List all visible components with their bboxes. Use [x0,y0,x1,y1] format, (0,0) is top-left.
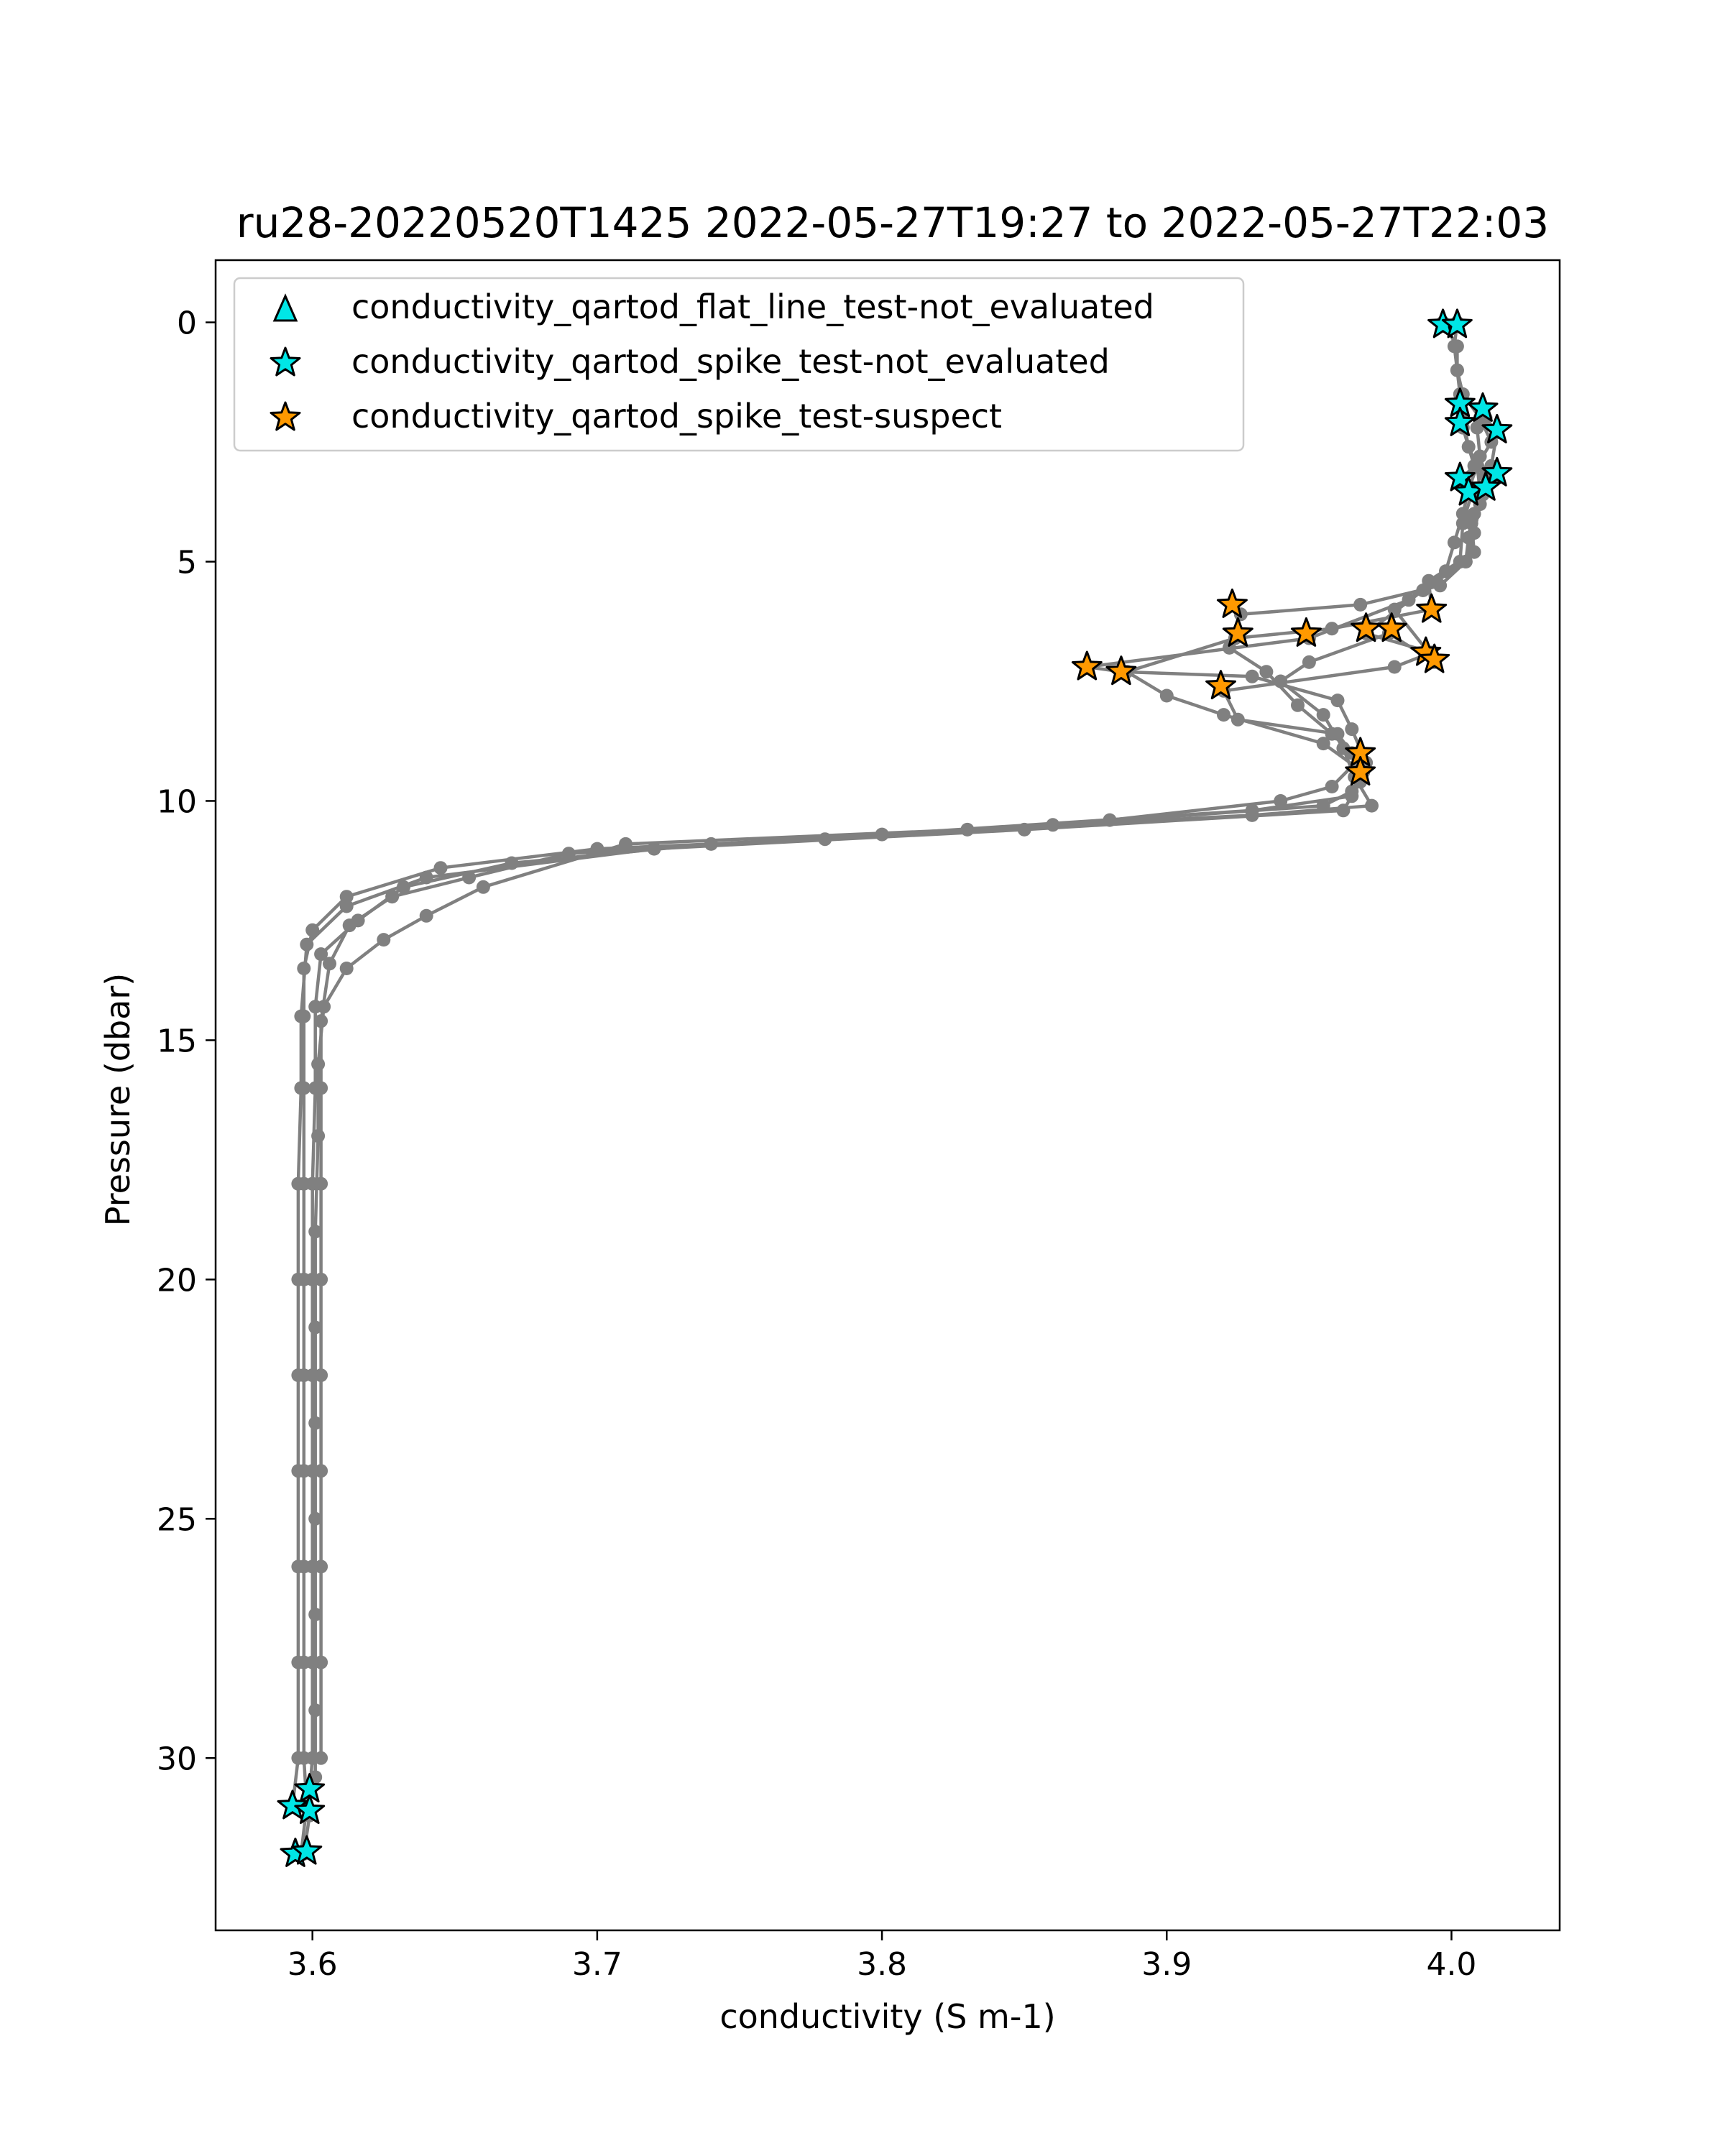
x-tick-label: 3.7 [571,1946,622,1983]
chart-title: ru28-20220520T1425 2022-05-27T19:27 to 2022-05-27T22:03 [236,198,1550,247]
profile-point [1345,789,1358,803]
profile-point [291,1560,305,1573]
profile-point [377,933,390,946]
profile-point [1459,555,1473,568]
profile-point [434,861,448,875]
profile-point [1231,713,1245,727]
profile-point [1471,421,1484,435]
profile-point [1353,598,1367,612]
profile-point [385,890,399,903]
profile-point [323,957,336,970]
profile-point [340,900,354,913]
profile-point [340,962,354,975]
profile-point [291,1751,305,1765]
profile-point [294,1010,308,1023]
profile-point [1302,655,1316,669]
profile-point [562,847,576,860]
profile-point [314,1082,328,1095]
profile-point [1336,803,1350,817]
profile-point [291,1464,305,1478]
profile-point [294,1082,308,1095]
profile-point [1365,799,1379,813]
y-tick-label: 10 [157,783,197,821]
y-tick-label: 30 [157,1741,197,1778]
profile-point [291,1273,305,1286]
profile-point [314,1464,328,1478]
legend-label-spike-suspect: conductivity_qartod_spike_test-suspect [351,397,1003,436]
profile-point [291,1177,305,1191]
profile-point [1450,364,1464,377]
profile-point [1317,737,1330,750]
profile-point [1217,708,1230,722]
profile-point [314,1656,328,1669]
profile-point [300,938,313,952]
y-tick-label: 20 [157,1262,197,1299]
profile-point [1448,535,1461,549]
profile-point [343,918,356,932]
profile-point [314,1014,328,1028]
profile-point [1448,339,1461,353]
profile-point [314,1751,328,1765]
profile-point [1331,727,1345,741]
profile-point [1345,722,1358,736]
legend-label-flat-line: conductivity_qartod_flat_line_test-not_evaluated [351,287,1154,326]
profile-point [875,828,889,842]
y-tick-label: 5 [177,544,197,581]
profile-point [314,1177,328,1191]
profile-point [420,909,433,923]
profile-point [314,1273,328,1286]
profile-point [1246,670,1259,683]
profile-point [1325,780,1339,793]
legend-label-spike-not-evaluated: conductivity_qartod_spike_test-not_evaluated [351,342,1110,381]
x-axis-label: conductivity (S m-1) [719,1997,1056,2036]
y-tick-label: 15 [157,1023,197,1060]
profile-point [477,880,490,894]
x-tick-label: 3.9 [1141,1946,1192,1983]
y-axis-label: Pressure (dbar) [98,972,137,1227]
profile-point [1160,689,1174,703]
legend [234,278,1243,451]
profile-point [311,1057,325,1071]
profile-point [1246,803,1259,817]
profile-point [291,1368,305,1382]
profile-point [462,871,476,885]
profile-point [1468,526,1481,540]
profile-point [314,1560,328,1573]
profile-point [420,871,433,885]
profile-point [1462,440,1476,453]
profile-point [311,1129,325,1143]
profile-point [1388,660,1402,674]
profile-point [314,1368,328,1382]
profile-point [1259,665,1273,678]
profile-point [1456,507,1470,520]
profile-point [1317,708,1330,722]
profile-point [1331,694,1345,707]
y-tick-label: 0 [177,305,197,342]
profile-point [291,1656,305,1669]
profile-point [1473,450,1487,464]
x-tick-label: 3.8 [857,1946,908,1983]
y-tick-label: 25 [157,1501,197,1539]
profile-point [1416,584,1430,597]
x-tick-label: 3.6 [287,1946,338,1983]
x-tick-label: 4.0 [1426,1946,1477,1983]
